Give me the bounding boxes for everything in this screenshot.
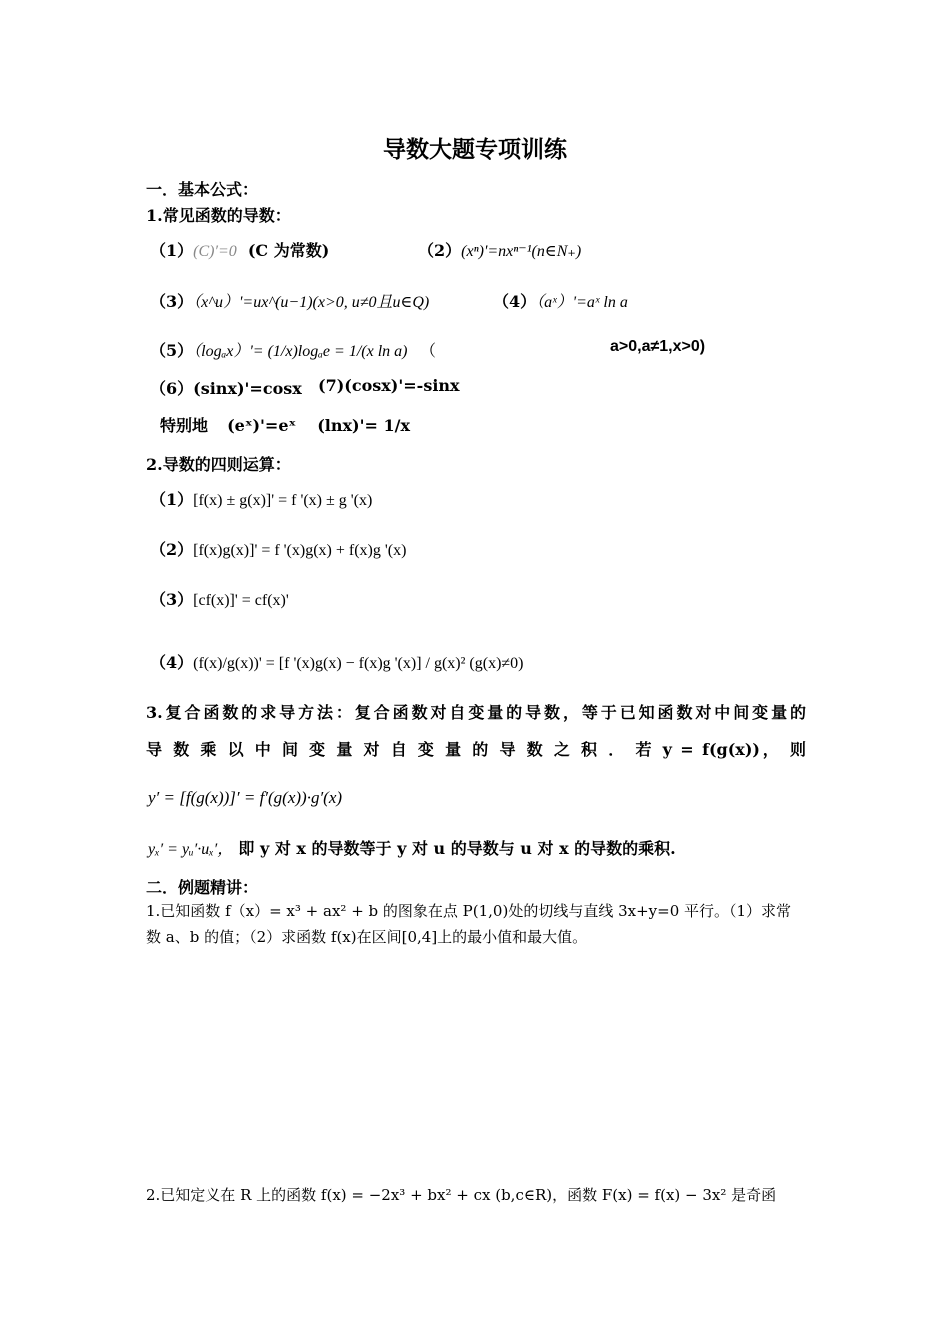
- rule-row-1: [150, 487, 372, 510]
- formula-logarithm: （logₐx）'= (1/x)logₐe = 1/(x ln a): [193, 343, 408, 360]
- formula-condition: a>0,a≠1,x>0): [610, 338, 706, 355]
- section-heading-examples: 二．例题精讲：: [146, 878, 259, 897]
- formula-special-row: [160, 413, 410, 436]
- formula-exponential: （aˣ）'=aˣ ln a: [536, 294, 628, 311]
- subheading-arithmetic-rules: 2.导数的四则运算：: [146, 455, 291, 474]
- formula-general-power: （x^u）'=ux^(u−1)(x>0, u≠0且u∈Q): [193, 294, 430, 311]
- chain-rule-line-2: 导 数 乘 以 中 间 变 量 对 自 变 量 的 导 数 之 积 ． 若 y = f(g(x))， 则: [146, 740, 806, 759]
- formula-row-1: [150, 238, 329, 261]
- formula-row-2: [418, 238, 581, 261]
- formula-exp-e: (eˣ)'=eˣ: [227, 416, 297, 435]
- formula-label: （4）: [493, 292, 537, 311]
- rule-sum: [f(x) ± g(x)]' = f '(x) ± g '(x): [193, 492, 373, 509]
- chain-rule-formula: y′ = [f(g(x))]′ = f′(g(x))·g′(x): [148, 788, 343, 807]
- chain-rule-text: 即 y 对 x 的导数等于 y 对 u 的导数与 u 对 x 的导数的乘积.: [238, 839, 676, 858]
- chain-rule-short: yₓ′ = yᵤ′·uₓ′，: [148, 841, 234, 858]
- example-1-line-1: 1.已知函数 f（x）= x³ + ax² + b 的图象在点 P(1,0)处的切线与直线 3x+y=0 平行。（1）求常: [146, 902, 792, 920]
- formula-sin: （6）(sinx)'=cosx: [150, 379, 302, 398]
- formula-paren: （: [420, 341, 437, 360]
- formula-constant: (C)′=0: [193, 243, 237, 260]
- section-heading-formulas: 一．基本公式：: [146, 180, 259, 199]
- formula-ln: (lnx)'= 1/x: [317, 416, 410, 435]
- rule-row-4: [150, 650, 524, 673]
- rule-constant-multiple: [cf(x)]' = cf(x)': [193, 592, 289, 609]
- formula-row-5: [150, 338, 407, 361]
- rule-label: （4）: [150, 653, 194, 672]
- rule-row-2: [150, 537, 406, 560]
- subheading-common-derivatives: 1.常见函数的导数：: [146, 206, 291, 225]
- chain-rule-line-1: 3.复合函数的求导方法：复合函数对自变量的导数，等于已知函数对中间变量的: [146, 703, 806, 722]
- example-2-line-1: 2.已知定义在 R 上的函数 f(x) = −2x³ + bx² + cx (b,c∈R)，函数 F(x) = f(x) − 3x² 是奇函: [146, 1186, 777, 1204]
- formula-label: （5）: [150, 341, 194, 360]
- formula-label: （3）: [150, 292, 194, 311]
- formula-row-4: [493, 289, 628, 312]
- formula-row-3: [150, 289, 429, 312]
- rule-product: [f(x)g(x)]' = f '(x)g(x) + f(x)g '(x): [193, 542, 407, 559]
- rule-label: （1）: [150, 490, 194, 509]
- chain-rule-short-row: [148, 836, 676, 859]
- example-1-line-2: 数 a、b 的值；（2）求函数 f(x)在区间[0,4]上的最小值和最大值。: [146, 928, 588, 946]
- rule-row-3: [150, 587, 289, 610]
- rule-label: （3）: [150, 590, 194, 609]
- formula-label: （1）: [150, 241, 194, 260]
- formula-note: (C 为常数): [247, 241, 330, 260]
- special-label: 特别地: [160, 416, 209, 435]
- formula-power: (xⁿ)'=nxⁿ⁻¹(n∈N₊): [461, 243, 582, 260]
- rule-label: （2）: [150, 540, 194, 559]
- rule-quotient: (f(x)/g(x))' = [f '(x)g(x) − f(x)g '(x)] / g(x)² (g(x)≠0): [193, 655, 524, 672]
- page-title: 导数大题专项训练: [383, 136, 567, 163]
- formula-label: （2）: [418, 241, 462, 260]
- formula-cos: (7)(cosx)'=-sinx: [318, 376, 460, 395]
